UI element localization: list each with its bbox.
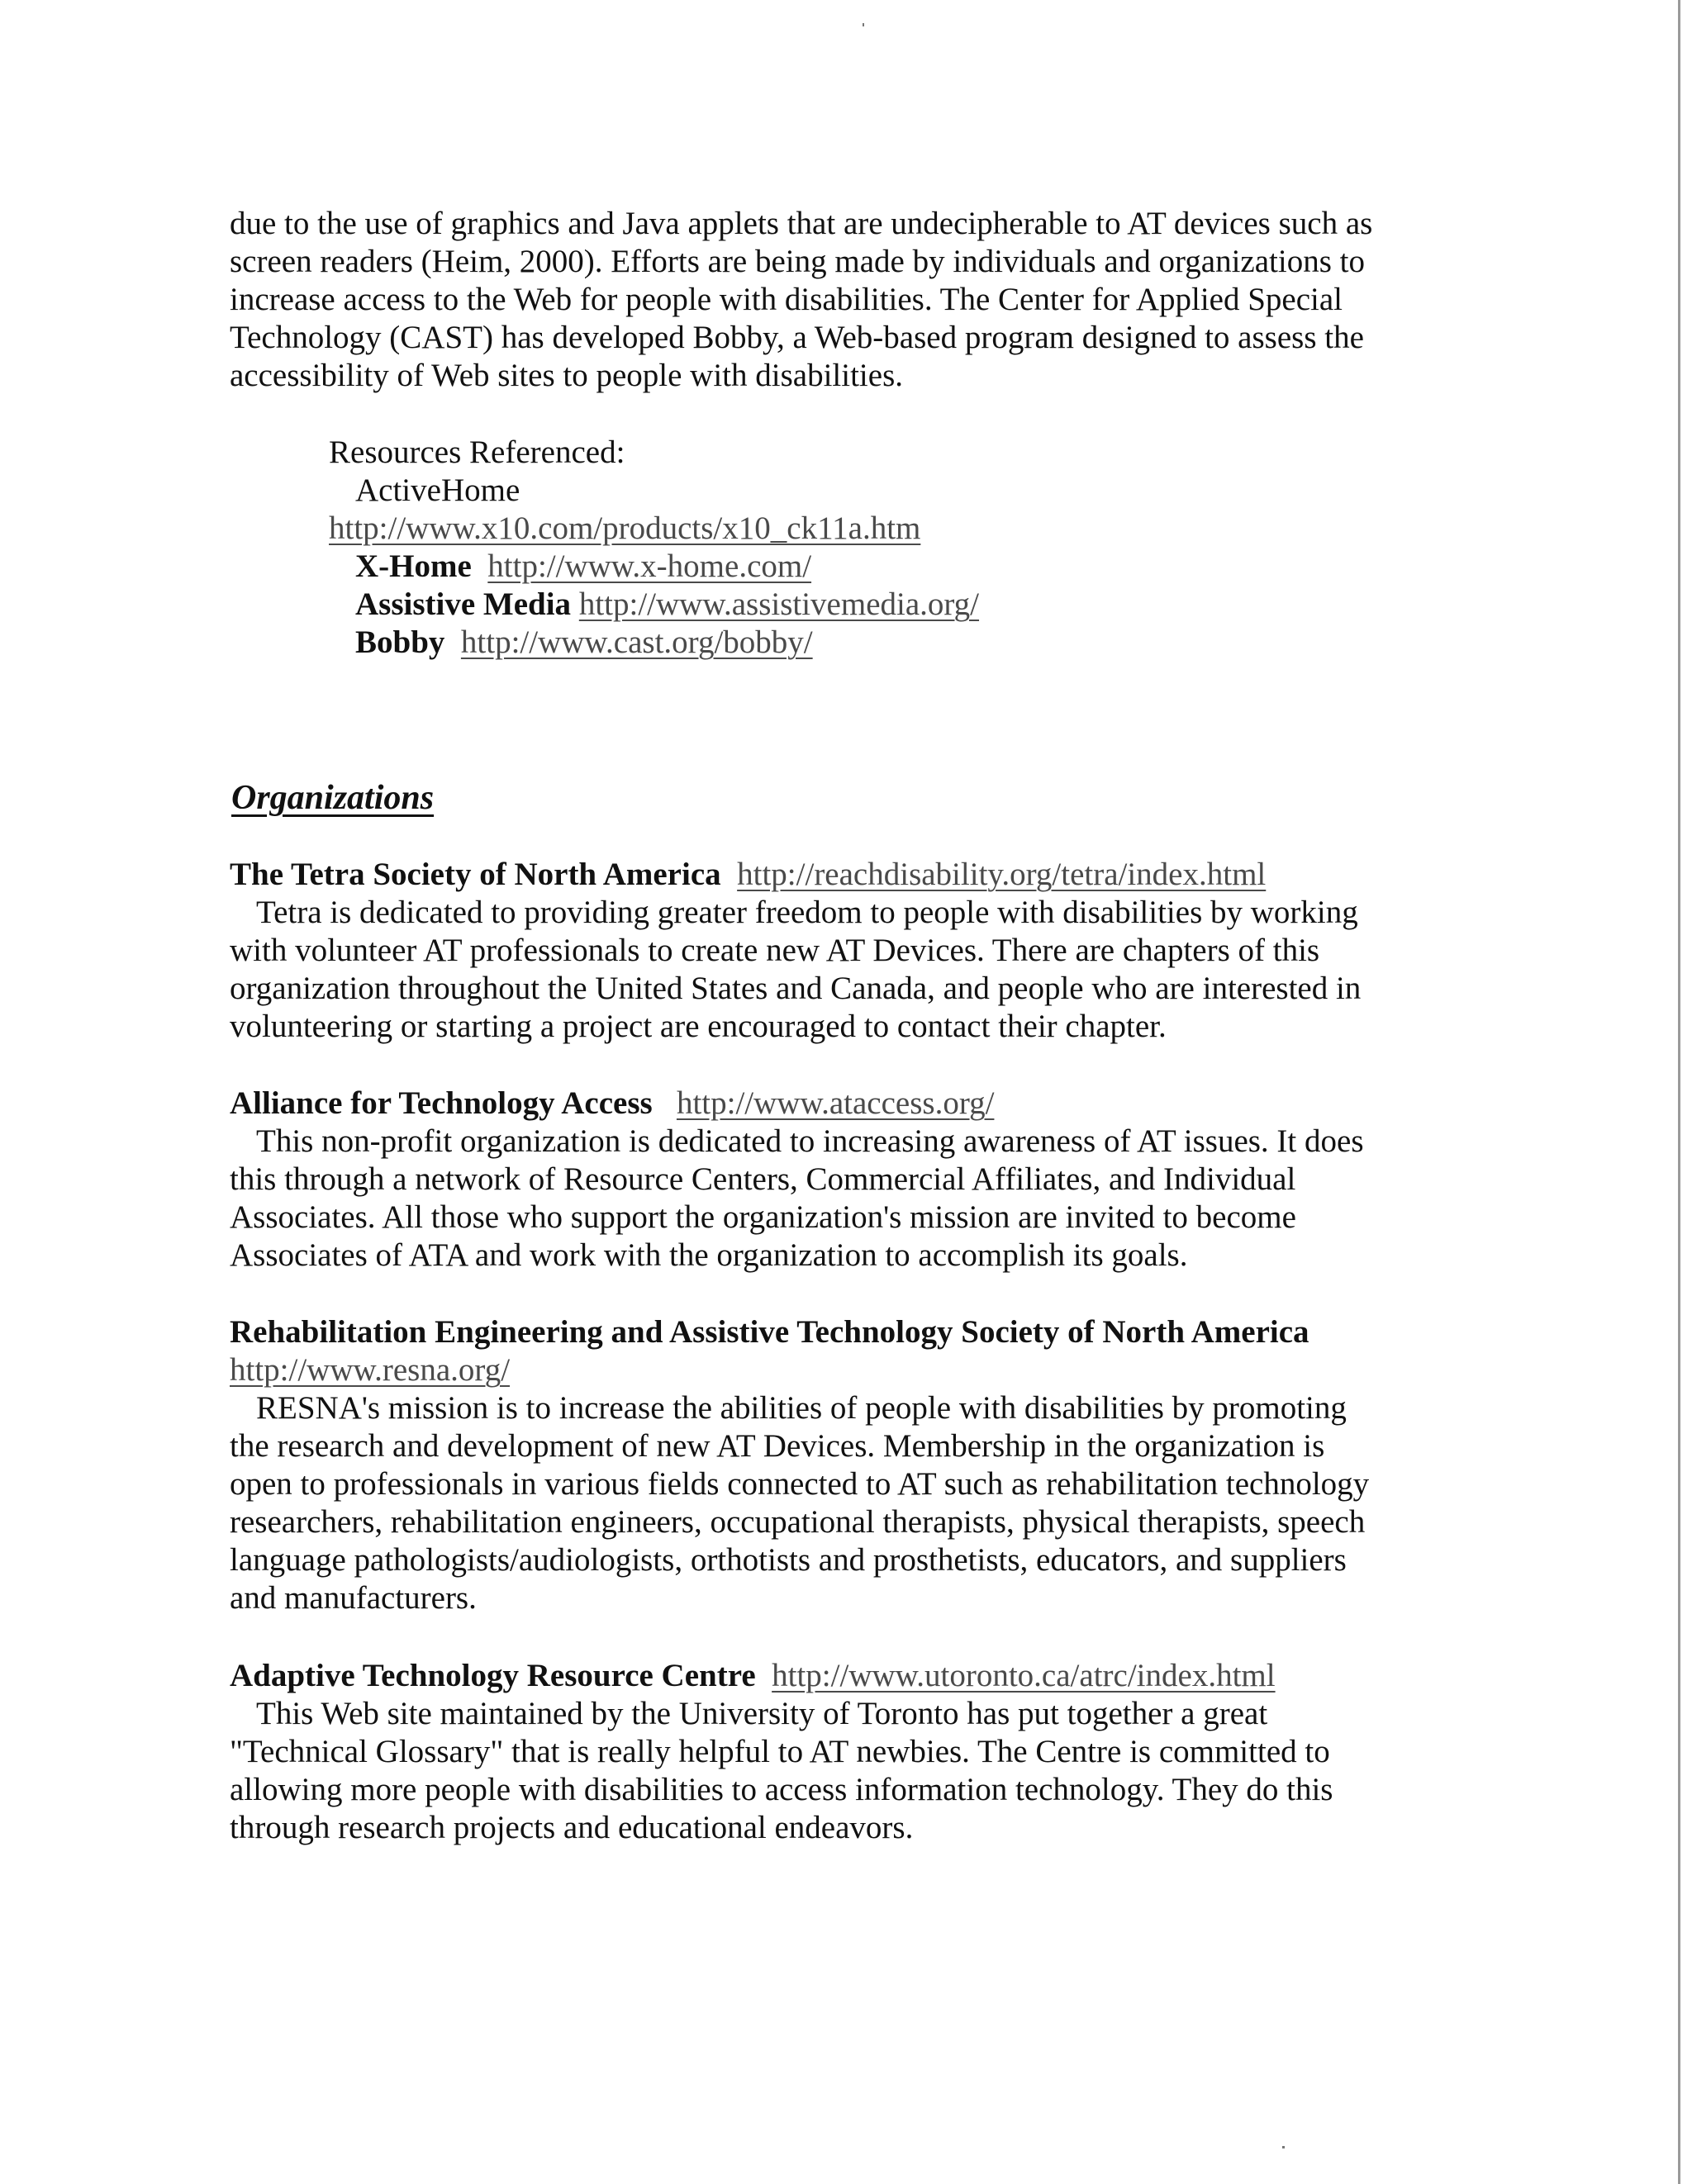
- org-link-tetra[interactable]: http://reachdisability.org/tetra/index.html: [737, 857, 1267, 892]
- organizations-heading: Organizations: [231, 779, 435, 817]
- org-desc-line: This non-profit organization is dedicated to increasing awareness of AT issues. It does: [256, 1123, 1364, 1159]
- resource-link-assistive-media[interactable]: http://www.assistivemedia.org/: [578, 586, 980, 622]
- resource-name-bobby: Bobby: [355, 624, 445, 660]
- intro-line: accessibility of Web sites to people with disabilities.: [230, 358, 904, 393]
- org-desc-line: RESNA's mission is to increase the abilities of people with disabilities by promoting: [256, 1390, 1347, 1426]
- resources-block: [329, 434, 979, 662]
- org-desc-line: language pathologists/audiologists, orthotists and prosthetists, educators, and suppliers: [230, 1542, 1347, 1578]
- org-name-ata: Alliance for Technology Access: [230, 1085, 653, 1121]
- org-desc-line: through research projects and educational endeavors.: [230, 1810, 914, 1845]
- org-link-resna[interactable]: http://www.resna.org/: [230, 1352, 511, 1388]
- scan-speck: [1282, 2146, 1285, 2148]
- org-link-atrc[interactable]: http://www.utoronto.ca/atrc/index.html: [772, 1658, 1276, 1693]
- resource-link-xhome[interactable]: http://www.x-home.com/: [487, 548, 812, 584]
- org-desc-line: This Web site maintained by the University of Toronto has put together a great: [256, 1696, 1268, 1731]
- org-desc-line: researchers, rehabilitation engineers, occupational therapists, physical therapists, speech: [230, 1504, 1366, 1540]
- intro-line: Technology (CAST) has developed Bobby, a Web-based program designed to assess the: [230, 320, 1364, 355]
- intro-line: due to the use of graphics and Java applets that are undecipherable to AT devices such as: [230, 206, 1373, 241]
- org-desc-line: with volunteer AT professionals to create new AT Devices. There are chapters of this: [230, 933, 1320, 968]
- org-desc-line: this through a network of Resource Centers, Commercial Affiliates, and Individual: [230, 1161, 1296, 1197]
- resource-name-activehome: ActiveHome: [355, 472, 520, 508]
- org-desc-line: and manufacturers.: [230, 1580, 477, 1616]
- org-entry-atrc: [230, 1657, 1333, 1847]
- resource-link-activehome[interactable]: http://www.x10.com/products/x10_ck11a.htm: [329, 510, 921, 546]
- org-desc-line: Tetra is dedicated to providing greater freedom to people with disabilities by working: [256, 895, 1358, 930]
- org-desc-line: open to professionals in various fields connected to AT such as rehabilitation technology: [230, 1466, 1370, 1502]
- org-desc-line: allowing more people with disabilities to access information technology. They do this: [230, 1772, 1333, 1807]
- page-edge: [1678, 0, 1680, 2184]
- org-desc-line: Associates of ATA and work with the organization to accomplish its goals.: [230, 1237, 1188, 1273]
- resources-heading: Resources Referenced:: [329, 434, 625, 470]
- scan-speck: [863, 23, 864, 26]
- org-desc-line: the research and development of new AT Devices. Membership in the organization is: [230, 1428, 1325, 1464]
- org-desc-line: "Technical Glossary" that is really helpful to AT newbies. The Centre is committed to: [230, 1734, 1330, 1769]
- org-desc-line: volunteering or starting a project are encouraged to contact their chapter.: [230, 1009, 1167, 1044]
- org-name-tetra: The Tetra Society of North America: [230, 857, 721, 892]
- org-entry-resna: [230, 1313, 1369, 1617]
- org-desc-line: organization throughout the United States and Canada, and people who are interested in: [230, 971, 1362, 1006]
- resource-name-assistive-media: Assistive Media: [355, 586, 572, 622]
- resource-name-xhome: X-Home: [355, 548, 472, 584]
- intro-paragraph: [230, 205, 1372, 395]
- org-entry-ata: [230, 1085, 1364, 1275]
- org-name-resna: Rehabilitation Engineering and Assistive Technology Society of North America: [230, 1314, 1309, 1350]
- org-name-atrc: Adaptive Technology Resource Centre: [230, 1658, 756, 1693]
- resource-link-bobby[interactable]: http://www.cast.org/bobby/: [460, 624, 813, 660]
- intro-line: increase access to the Web for people with disabilities. The Center for Applied Special: [230, 282, 1343, 317]
- intro-line: screen readers (Heim, 2000). Efforts are being made by individuals and organizations to: [230, 244, 1365, 279]
- org-desc-line: Associates. All those who support the organization's mission are invited to become: [230, 1199, 1296, 1235]
- org-entry-tetra: [230, 856, 1361, 1046]
- org-link-ata[interactable]: http://www.ataccess.org/: [676, 1085, 995, 1121]
